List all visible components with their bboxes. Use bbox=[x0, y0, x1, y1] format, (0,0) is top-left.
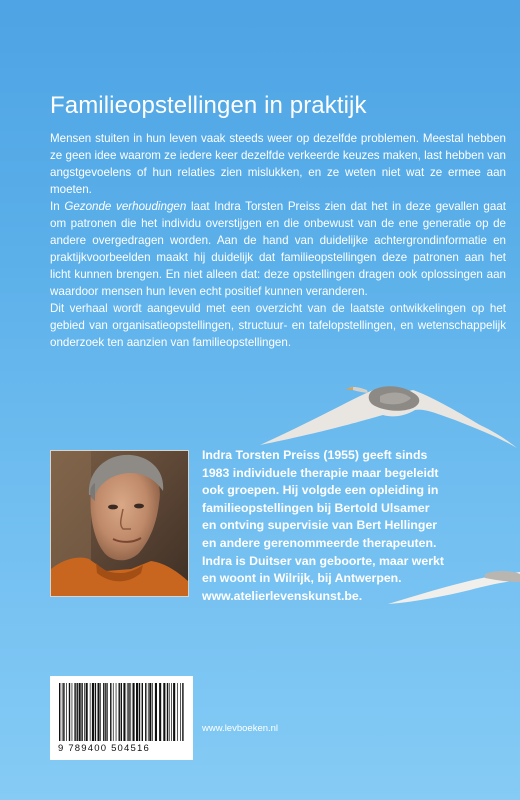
author-website: www.atelierlevenskunst.be. bbox=[202, 588, 363, 603]
bio-line: en ontving supervisie van Bert Hellinger bbox=[202, 518, 438, 533]
book-name-italic: Gezonde verhoudingen bbox=[64, 200, 187, 213]
author-photo bbox=[50, 450, 189, 597]
blurb-p2-intro: In bbox=[50, 200, 65, 213]
publisher-website: www.levboeken.nl bbox=[202, 723, 279, 734]
blurb-paragraph-2 bbox=[50, 198, 506, 300]
bio-line: 1983 individuele therapie maar begeleidt bbox=[202, 465, 439, 480]
flying-bird-large bbox=[255, 360, 520, 460]
book-blurb bbox=[50, 130, 506, 351]
author-bio bbox=[202, 447, 486, 605]
blurb-p2-body: laat Indra Torsten Preiss zien dat het in deze gevallen gaat om patronen die het individu overstijgen en die onbewust van de ene generatie op de andere overgedragen worden. Aan de hand van duidelijke achtergrondinformatie en praktijkvoorbeelden maakt hij duidelijk dat familieopstellingen deze patronen aan het licht kunnen brengen. En niet alleen dat: deze opstellingen dragen ook oplossingen aan waardoor mensen hun leven echt positief kunnen veranderen. bbox=[50, 200, 506, 298]
bio-line: Indra is Duitser van geboorte, maar werkt bbox=[202, 553, 444, 568]
bio-line: familieopstellingen bij Bertold Ulsamer bbox=[202, 500, 430, 515]
isbn-barcode bbox=[50, 676, 193, 760]
barcode-bars bbox=[58, 683, 185, 741]
bio-line: en andere gerenommeerde therapeuten. bbox=[202, 535, 437, 550]
bio-line: ook groepen. Hij volgde een opleiding in bbox=[202, 483, 439, 498]
blurb-paragraph-3: Dit verhaal wordt aangevuld met een overzicht van de laatste ontwikkelingen op het gebied van organisatieopstellingen, structuur- en tafelopstellingen, en wetenschappelijk onderzoek ten aanzien van familieopstellingen. bbox=[50, 302, 506, 349]
book-title: Familieopstellingen in praktijk bbox=[50, 92, 367, 119]
isbn-number: 9 789400 504516 bbox=[58, 743, 150, 754]
bio-line: Indra Torsten Preiss (1955) geeft sinds bbox=[202, 448, 428, 462]
blurb-paragraph-1: Mensen stuiten in hun leven vaak steeds weer op dezelfde problemen. Meestal hebben ze geen idee waarom ze iedere keer dezelfde verkeerde keuzes maken, last hebben van angstgevoelens of hun relaties zien mislukken, en ze weten niet wat ze ermee aan moeten. bbox=[50, 132, 506, 196]
bio-line: en woont in Wilrijk, bij Antwerpen. bbox=[202, 571, 402, 586]
